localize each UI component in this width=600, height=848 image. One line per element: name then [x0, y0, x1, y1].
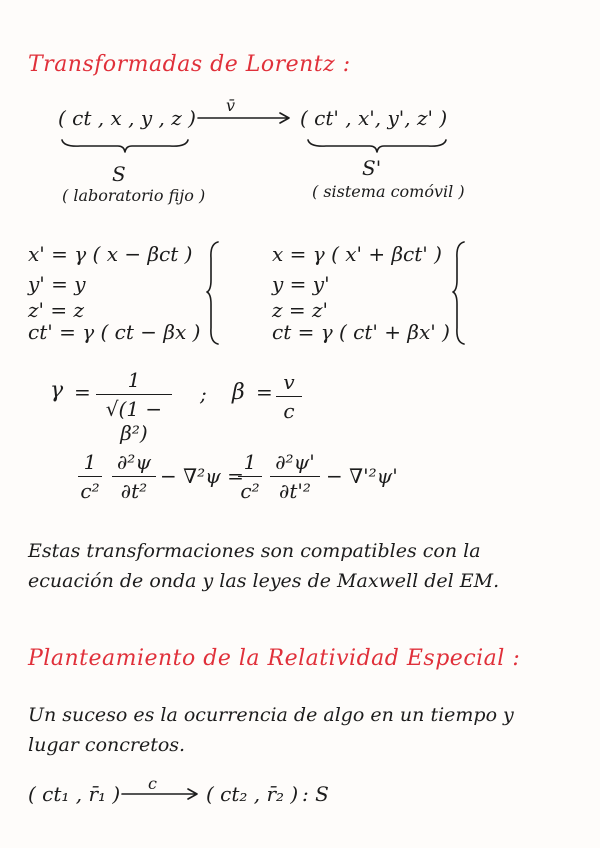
- wave-laplacian-1: − ∇²ψ =: [160, 464, 244, 488]
- beta-numerator: v: [283, 370, 295, 394]
- transform-arrow: [196, 112, 296, 126]
- eq-right-y: y = y': [272, 272, 330, 296]
- wave-laplacian-2: − ∇'²ψ': [326, 464, 398, 488]
- event-definition-paragraph: Un suceso es la ocurrencia de algo en un tiempo y lugar concretos.: [28, 704, 514, 756]
- section-title-lorentz: Transformadas de Lorentz :: [28, 52, 351, 77]
- gamma-equals: =: [74, 380, 91, 404]
- underbrace-s-prime: [306, 138, 448, 154]
- frame-s-coordinates: ( ct , x , y , z ): [58, 106, 196, 130]
- wave-derivative-2-den: ∂t'²: [279, 479, 311, 503]
- wave-coef-2-num: 1: [243, 450, 257, 474]
- beta-denominator: c: [283, 399, 295, 423]
- gamma-fraction: [96, 368, 172, 445]
- wave-coef-1-num: 1: [83, 450, 97, 474]
- event-1: ( ct₁ , r̄₁ ): [28, 782, 121, 806]
- eq-right-x: x = γ ( x' + βct' ): [272, 242, 442, 266]
- wave-derivative-1-den: ∂t²: [120, 479, 148, 503]
- gamma-numerator: 1: [127, 368, 141, 392]
- event-arrow: [120, 788, 204, 802]
- beta-equals: =: [256, 380, 273, 404]
- wave-coef-2: [238, 450, 262, 503]
- beta-symbol: β: [232, 380, 245, 405]
- frame-s-prime-description: ( sistema comóvil ): [312, 182, 465, 201]
- wave-derivative-1-num: ∂²ψ: [116, 450, 152, 474]
- wave-coef-2-den: c²: [240, 479, 260, 503]
- fraction-bar: [270, 476, 320, 477]
- gamma-denominator: √(1 − β²): [105, 397, 163, 445]
- fraction-bar: [112, 476, 156, 477]
- fraction-bar: [78, 476, 102, 477]
- eq-left-ct: ct' = γ ( ct − βx ): [28, 320, 201, 344]
- wave-derivative-1: [112, 450, 156, 503]
- underbrace-s: [60, 138, 190, 154]
- event-frame: : S: [302, 782, 329, 806]
- frame-s-prime-name: S': [362, 156, 382, 180]
- eq-right-ct: ct = γ ( ct' + βx' ): [272, 320, 450, 344]
- section-title-relativity: Planteamiento de la Relatividad Especial :: [28, 646, 521, 671]
- frame-s-prime-coordinates: ( ct' , x', y', z' ): [300, 106, 448, 130]
- gamma-symbol: γ: [50, 378, 64, 403]
- fraction-bar: [238, 476, 262, 477]
- wave-coef-1-den: c²: [80, 479, 100, 503]
- fraction-bar: [96, 394, 172, 395]
- definition-separator: ;: [200, 382, 207, 406]
- beta-fraction: [276, 370, 302, 423]
- wave-derivative-2: [270, 450, 320, 503]
- compatibility-paragraph: Estas transformaciones son compatibles con la ecuación de onda y las leyes de Maxwell del EM.: [28, 540, 500, 592]
- wave-coef-1: [78, 450, 102, 503]
- left-system-brace: [206, 240, 222, 346]
- fraction-bar: [276, 396, 302, 397]
- frame-s-name: S: [112, 162, 126, 186]
- event-2: ( ct₂ , r̄₂ ): [206, 782, 299, 806]
- eq-left-x: x' = γ ( x − βct ): [28, 242, 193, 266]
- eq-left-z: z' = z: [28, 298, 85, 322]
- eq-left-y: y' = y: [28, 272, 86, 296]
- right-system-brace: [452, 240, 468, 346]
- velocity-label: v̄: [226, 96, 236, 115]
- eq-right-z: z = z': [272, 298, 329, 322]
- frame-s-description: ( laboratorio fijo ): [62, 186, 206, 205]
- wave-derivative-2-num: ∂²ψ': [275, 450, 315, 474]
- signal-speed-label: c: [148, 774, 157, 793]
